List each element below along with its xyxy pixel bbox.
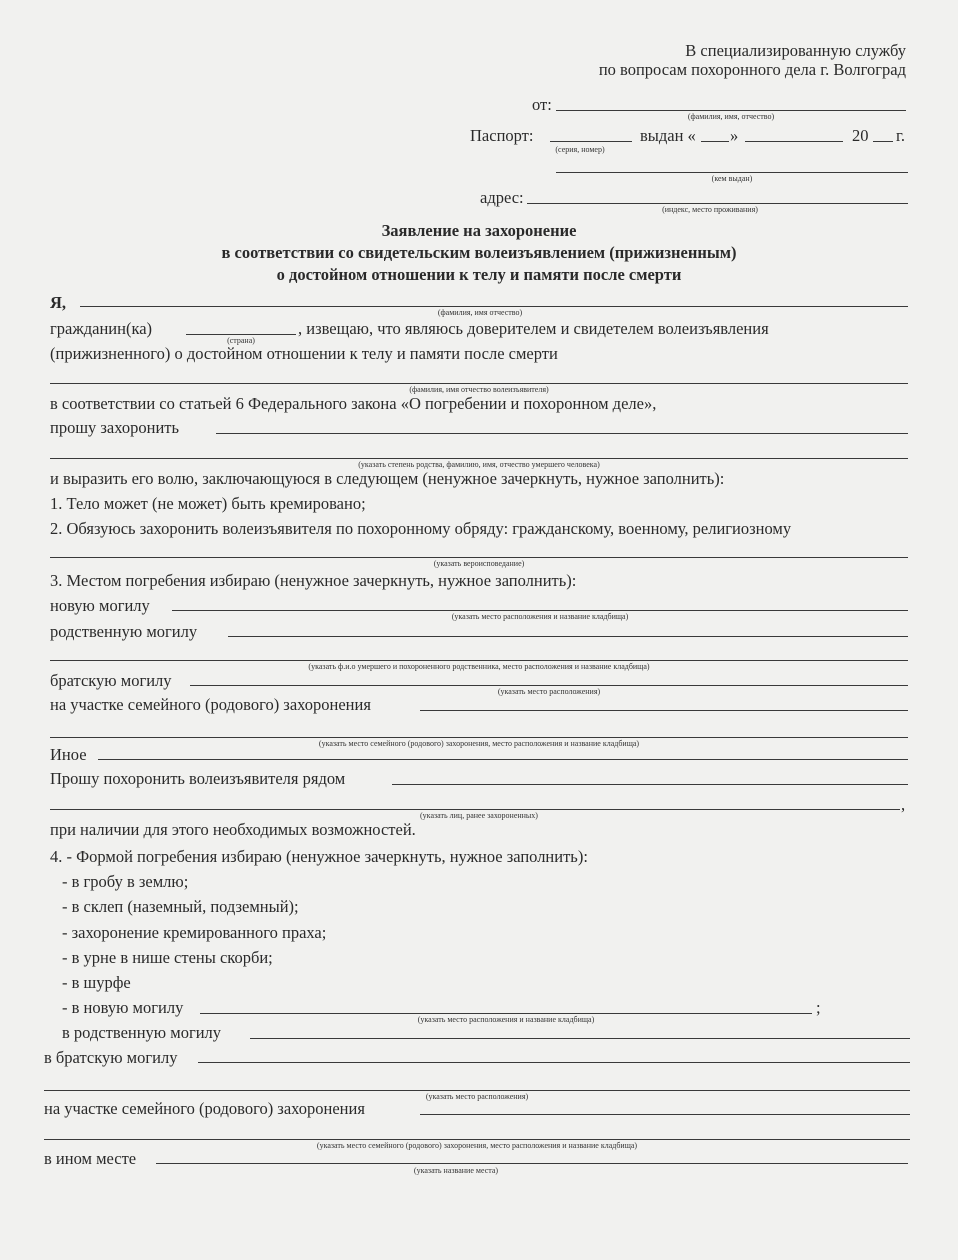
passport-label: Паспорт: <box>470 126 534 145</box>
issued-day-line[interactable] <box>701 141 729 142</box>
persons-caption: (указать лиц, ранее захороненных) <box>420 811 538 820</box>
semicolon: ; <box>816 998 821 1017</box>
comma: , <box>901 795 906 814</box>
form-9-line-2[interactable] <box>44 1139 910 1140</box>
form-9: на участке семейного (родового) захоронения <box>44 1099 365 1118</box>
from-field-line[interactable] <box>556 110 906 111</box>
form-10: в ином месте <box>44 1149 137 1168</box>
i-label: Я, <box>50 293 67 312</box>
mass-grave-label: братскую могилу <box>50 671 172 690</box>
bury-label: прошу захоронить <box>50 418 180 437</box>
from-caption: (фамилия, имя, отчество) <box>687 112 775 121</box>
passport-number-line[interactable] <box>550 141 632 142</box>
relative-grave-caption: (указать ф.и.о умершего и похороненного родственника, место расположения и название кладбища) <box>308 662 650 671</box>
citizen-text: , извещаю, что являюсь доверителем и свидетелем волеизъявления <box>298 319 769 338</box>
country-line[interactable] <box>186 334 296 335</box>
form-4: - в урне в нише стены скорби; <box>62 948 273 967</box>
year-line[interactable] <box>873 141 893 142</box>
citizen-label: гражданин(ка) <box>50 319 153 338</box>
new-grave-caption: (указать место расположения и название кладбища) <box>451 612 629 621</box>
year-label: 20 <box>852 126 869 145</box>
form-2: - в склеп (наземный, подземный); <box>62 897 299 916</box>
form-8-line-1[interactable] <box>198 1062 910 1063</box>
family-plot-caption: (указать место семейного (родового) захоронения, место расположения и название кладбища) <box>318 739 640 748</box>
title-line-2: в соответствии со свидетельским волеизъявлением (прижизненным) <box>221 243 737 262</box>
issued-quote-close: » <box>730 126 739 145</box>
family-plot-label: на участке семейного (родового) захоронения <box>50 695 371 714</box>
declarant-line[interactable] <box>50 383 908 384</box>
relative-grave-line-2[interactable] <box>50 660 908 661</box>
fullname-line[interactable] <box>80 306 908 307</box>
next-to-line-2[interactable] <box>50 809 900 810</box>
form-8-line-2[interactable] <box>44 1090 910 1091</box>
form-7-line[interactable] <box>250 1038 910 1039</box>
address-line[interactable] <box>527 203 908 204</box>
title-line-3: о достойном отношении к телу и памяти после смерти <box>276 265 682 284</box>
form-9-caption: (указать место семейного (родового) захоронения, место расположения и название кладбища) <box>316 1141 638 1150</box>
religion-caption: (указать вероисповедание) <box>433 559 525 568</box>
item-2: 2. Обязуюсь захоронить волеизъявителя по похоронному обряду: гражданскому, военному, религиозному <box>50 519 792 538</box>
declarant-caption: (фамилия, имя отчество волеизъявителя) <box>409 385 549 394</box>
next-to-line-1[interactable] <box>392 784 908 785</box>
country-caption: (страна) <box>227 336 255 345</box>
item-1: 1. Тело может (не может) быть кремировано; <box>50 494 366 513</box>
form-8: в братскую могилу <box>44 1048 178 1067</box>
address-caption: (индекс, место проживания) <box>662 205 758 214</box>
relative-grave-line-1[interactable] <box>228 636 908 637</box>
family-plot-line-1[interactable] <box>420 710 908 711</box>
other-line[interactable] <box>98 759 908 760</box>
mass-grave-caption: (указать место расположения) <box>497 687 601 696</box>
bury-line-1[interactable] <box>216 433 908 434</box>
form-6-line[interactable] <box>200 1013 812 1014</box>
form-3: - захоронение кремированного праха; <box>62 923 327 942</box>
lifetime-text: (прижизненного) о достойном отношении к телу и памяти после смерти <box>50 344 558 363</box>
family-plot-line-2[interactable] <box>50 737 908 738</box>
issuer-caption: (кем выдан) <box>711 174 753 183</box>
religion-line[interactable] <box>50 557 908 558</box>
form-6: - в новую могилу <box>62 998 184 1017</box>
form-9-line-1[interactable] <box>420 1114 910 1115</box>
item-3: 3. Местом погребения избираю (ненужное зачеркнуть, нужное заполнить): <box>50 571 577 590</box>
form-5: - в шурфе <box>62 973 131 992</box>
possibility-text: при наличии для этого необходимых возможностей. <box>50 820 416 839</box>
issued-month-line[interactable] <box>745 141 843 142</box>
addressee-line-1: В специализированную службу <box>685 41 906 60</box>
form-8-caption: (указать место расположения) <box>425 1092 529 1101</box>
passport-caption: (серия, номер) <box>555 145 605 154</box>
form-6-caption: (указать место расположения и название кладбища) <box>417 1015 595 1024</box>
title-line-1: Заявление на захоронение <box>381 221 577 240</box>
issued-label: выдан « <box>640 126 696 145</box>
other-label: Иное <box>50 745 87 764</box>
form-1: - в гробу в землю; <box>62 872 189 891</box>
law-text: в соответствии со статьей 6 Федерального закона «О погребении и похоронном деле», <box>50 394 657 413</box>
fullname-caption: (фамилия, имя отчество) <box>437 308 523 317</box>
issuer-line[interactable] <box>556 172 908 173</box>
year-suffix: г. <box>896 126 906 145</box>
new-grave-line[interactable] <box>172 610 908 611</box>
form-10-caption: (указать название места) <box>413 1166 499 1175</box>
address-label: адрес: <box>480 188 524 207</box>
relative-grave-label: родственную могилу <box>50 622 198 641</box>
new-grave-label: новую могилу <box>50 596 150 615</box>
deceased-caption: (указать степень родства, фамилию, имя, отчество умершего человека) <box>358 460 600 469</box>
will-text: и выразить его волю, заключающуюся в следующем (ненужное зачеркнуть, нужное заполнить): <box>50 469 725 488</box>
bury-line-2[interactable] <box>50 458 908 459</box>
item-4: 4. - Формой погребения избираю (ненужное зачеркнуть, нужное заполнить): <box>50 847 588 866</box>
form-7: в родственную могилу <box>62 1023 222 1042</box>
next-to-label: Прошу похоронить волеизъявителя рядом <box>50 769 346 788</box>
form-10-line[interactable] <box>156 1163 908 1164</box>
from-label: от: <box>532 95 552 114</box>
mass-grave-line[interactable] <box>190 685 908 686</box>
addressee-line-2: по вопросам похоронного дела г. Волгоград <box>598 60 906 79</box>
